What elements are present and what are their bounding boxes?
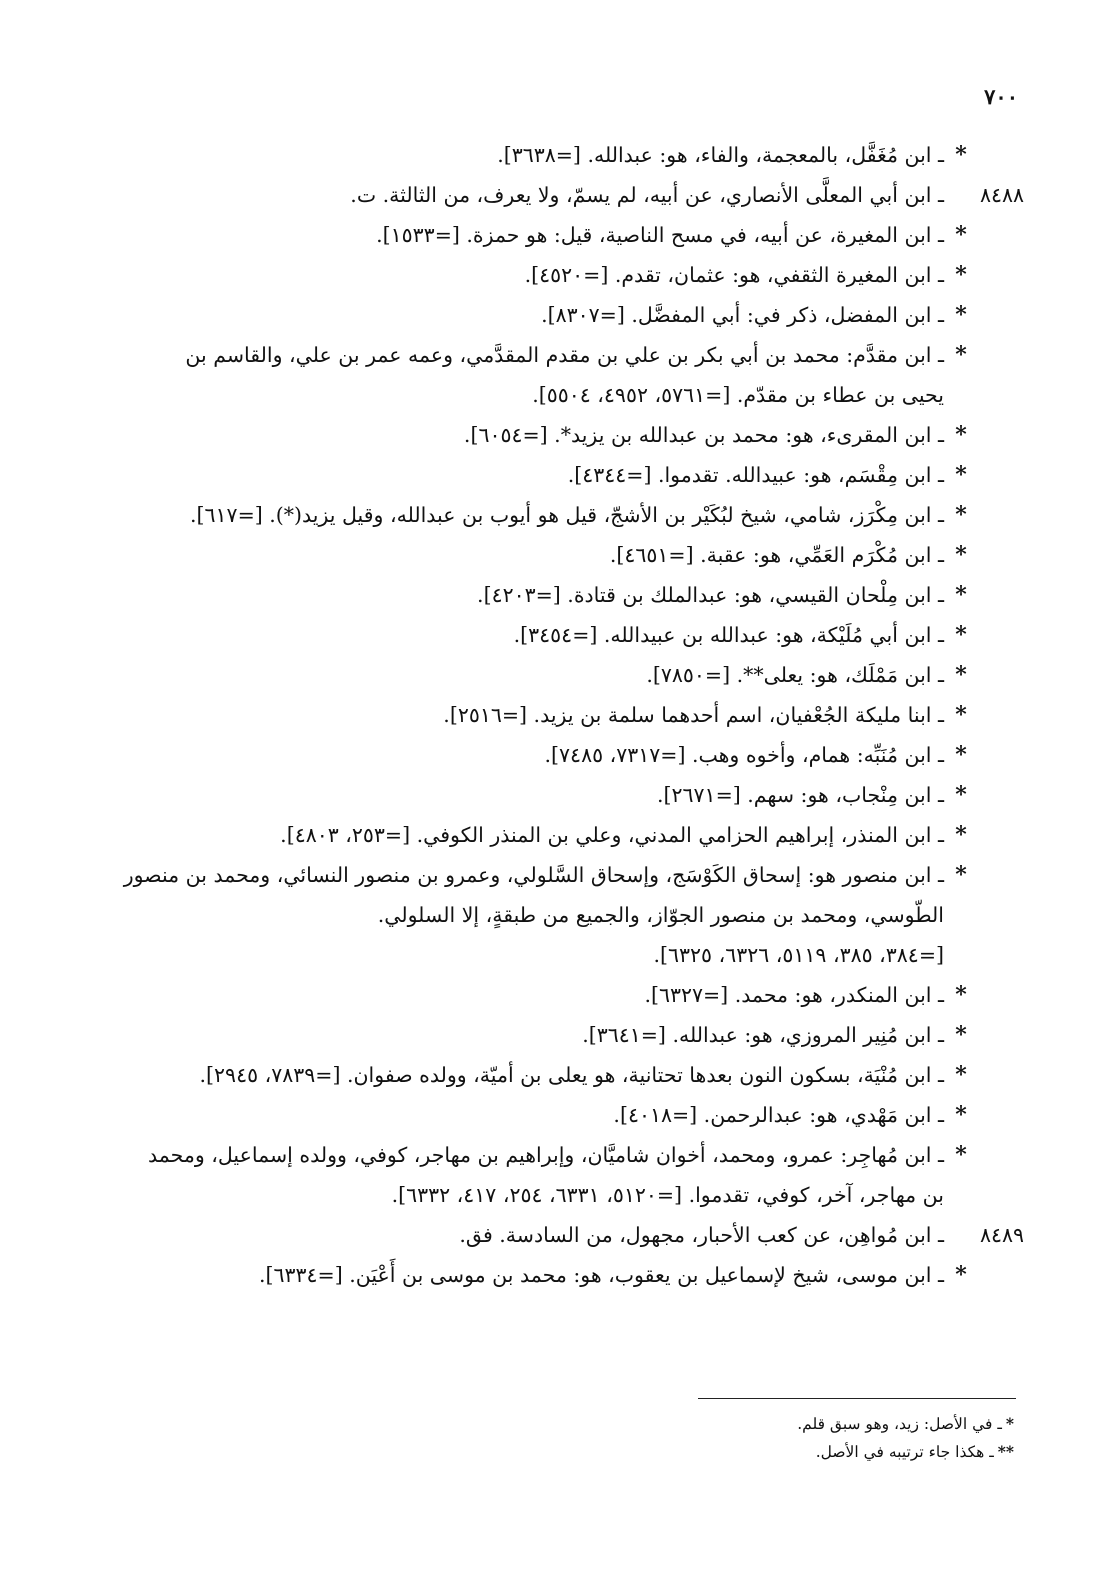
entry-line: بن مهاجر، آخر، كوفي، تقدموا. [=٥١٢٠، ٦٣٣١، ٢٥٤، ٤١٧، ٦٣٣٢].: [391, 1183, 944, 1207]
entry-line: ـ ابن منصور هو: إسحاق الكَوْسَج، وإسحاق السَّلولي، وعمرو بن منصور النسائي، ومحمد بن منصور: [123, 863, 944, 887]
entry-line: الطّوسي، ومحمد بن منصور الجوّاز، والجميع من طبقةٍ، إلا السلولي.: [377, 903, 944, 927]
entry-line: ـ ابن مُنِير المروزي، هو: عبدالله. [=٣٦٤١].: [582, 1023, 944, 1047]
entry-list: [79, 135, 1024, 1295]
footnote-text: ـ في الأصل: زيد، وهو سبق قلم.: [797, 1415, 1002, 1433]
entry-text: [79, 455, 1024, 495]
footnote-text: ـ هكذا جاء ترتيبه في الأصل.: [815, 1443, 994, 1461]
cross-reference-entry: [79, 775, 1024, 815]
entry-text: [79, 175, 1024, 215]
asterisk-marker: *: [955, 1102, 967, 1128]
entry-line: ـ ابن مقدَّم: محمد بن أبي بكر بن علي بن مقدم المقدَّمي، وعمه عمر بن علي، والقاسم بن: [185, 343, 944, 367]
footnote: [514, 1410, 1014, 1438]
entry-text: [79, 615, 1024, 655]
entry-line: ـ ابن مُكْرَم العَمِّي، هو: عقبة. [=٤٦٥١].: [609, 543, 944, 567]
entry-text: [79, 1055, 1024, 1095]
entry-text: [79, 735, 1024, 775]
footnote-list: [514, 1410, 1014, 1466]
entry-line: ـ ابن مُنَبِّه: همام، وأخوه وهب. [=٧٣١٧، ٧٤٨٥].: [544, 743, 944, 767]
entry-text: [79, 335, 1024, 415]
asterisk-marker: *: [955, 622, 967, 648]
entry-text: [79, 295, 1024, 335]
entry-text: [79, 575, 1024, 615]
entry-text: [79, 855, 1024, 975]
asterisk-marker: *: [955, 862, 967, 888]
asterisk-marker: *: [955, 1022, 967, 1048]
asterisk-marker: *: [955, 1062, 967, 1088]
entry-text: [79, 495, 1024, 535]
asterisk-marker: *: [955, 782, 967, 808]
asterisk-marker: *: [955, 422, 967, 448]
asterisk-marker: *: [955, 462, 967, 488]
entry-text: [79, 975, 1024, 1015]
asterisk-marker: *: [955, 982, 967, 1008]
footnote-marker: *: [1005, 1414, 1014, 1433]
asterisk-marker: *: [955, 502, 967, 528]
cross-reference-entry: [79, 135, 1024, 175]
entry-text: [79, 655, 1024, 695]
asterisk-marker: *: [955, 822, 967, 848]
cross-reference-entry: [79, 295, 1024, 335]
cross-reference-entry: [79, 975, 1024, 1015]
entry-line: ـ ابن مُهاجِر: عمرو، ومحمد، أخوان شاميَّان، وإبراهيم بن مهاجر، كوفي، وولده إسماعيل، ومحمد: [148, 1143, 944, 1167]
entry-line: ـ ابن المقرىء، هو: محمد بن عبدالله بن يزيد*. [=٦٠٥٤].: [463, 423, 944, 447]
entry-text: [79, 415, 1024, 455]
cross-reference-entry: [79, 575, 1024, 615]
entry-line: [=٣٨٤، ٣٨٥، ٥١١٩، ٦٣٢٦، ٦٣٢٥].: [653, 943, 944, 967]
entry-line: ـ ابن مِقْسَم، هو: عبيدالله. تقدموا. [=٤٣٤٤].: [567, 463, 944, 487]
entry-text: [79, 1215, 1024, 1255]
footnote: [514, 1438, 1014, 1466]
entry-line: ـ ابن مِلْحان القيسي، هو: عبدالملك بن قتادة. [=٤٢٠٣].: [477, 583, 944, 607]
footnote-divider: [698, 1398, 1016, 1399]
entry-line: ـ ابن أبي مُلَيْكة، هو: عبدالله بن عبيدالله. [=٣٤٥٤].: [513, 623, 944, 647]
entry-line: ـ ابن أبي المعلَّى الأنصاري، عن أبيه، لم يسمّ، ولا يعرف، من الثالثة. ت.: [350, 183, 944, 207]
entry-line: ـ ابن موسى، شيخ لإسماعيل بن يعقوب، هو: محمد بن موسى بن أَعْيَن. [=٦٣٣٤].: [258, 1263, 944, 1287]
asterisk-marker: *: [955, 582, 967, 608]
entry-text: [79, 135, 1024, 175]
entry-text: [79, 775, 1024, 815]
asterisk-marker: *: [955, 222, 967, 248]
asterisk-marker: *: [955, 1262, 967, 1288]
entry-text: [79, 255, 1024, 295]
cross-reference-entry: [79, 1055, 1024, 1095]
cross-reference-entry: [79, 415, 1024, 455]
cross-reference-entry: [79, 495, 1024, 535]
cross-reference-entry: [79, 455, 1024, 495]
cross-reference-entry: [79, 695, 1024, 735]
numbered-entry: [79, 175, 1024, 215]
cross-reference-entry: [79, 615, 1024, 655]
cross-reference-entry: [79, 735, 1024, 775]
asterisk-marker: *: [955, 342, 967, 368]
numbered-entry: [79, 1215, 1024, 1255]
cross-reference-entry: [79, 1255, 1024, 1295]
entry-text: [79, 1095, 1024, 1135]
cross-reference-entry: [79, 255, 1024, 295]
asterisk-marker: *: [955, 1142, 967, 1168]
cross-reference-entry: [79, 655, 1024, 695]
asterisk-marker: *: [955, 262, 967, 288]
cross-reference-entry: [79, 335, 1024, 415]
cross-reference-entry: [79, 1015, 1024, 1055]
entry-line: ـ ابن المغيرة الثقفي، هو: عثمان، تقدم. [=٤٥٢٠].: [524, 263, 944, 287]
entry-line: يحيى بن عطاء بن مقدّم. [=٥٧٦١، ٤٩٥٢، ٥٥٠٤].: [532, 383, 944, 407]
entry-line: ـ ابن المنذر، إبراهيم الحزامي المدني، وعلي بن المنذر الكوفي. [=٢٥٣، ٤٨٠٣].: [280, 823, 944, 847]
entry-line: ـ ابن مِنْجاب، هو: سهم. [=٢٦٧١].: [657, 783, 944, 807]
cross-reference-entry: [79, 1135, 1024, 1215]
entry-line: ـ ابنا مليكة الجُعْفيان، اسم أحدهما سلمة بن يزيد. [=٢٥١٦].: [443, 703, 944, 727]
entry-text: [79, 695, 1024, 735]
cross-reference-entry: [79, 535, 1024, 575]
entry-line: ـ ابن المنكدر، هو: محمد. [=٦٣٢٧].: [644, 983, 944, 1007]
entry-text: [79, 1015, 1024, 1055]
cross-reference-entry: [79, 1095, 1024, 1135]
entry-line: ـ ابن مَهْدي، هو: عبدالرحمن. [=٤٠١٨].: [613, 1103, 944, 1127]
entry-text: [79, 215, 1024, 255]
asterisk-marker: *: [955, 702, 967, 728]
entry-text: [79, 1135, 1024, 1215]
entry-text: [79, 815, 1024, 855]
entry-line: ـ ابن المفضل، ذكر في: أبي المفضَّل. [=٨٣٠٧].: [541, 303, 944, 327]
cross-reference-entry: [79, 815, 1024, 855]
entry-text: [79, 535, 1024, 575]
entry-line: ـ ابن مُنْيَة، بسكون النون بعدها تحتانية، هو يعلى بن أميّة، وولده صفوان. [=٧٨٣٩، ٢٩٤٥].: [199, 1063, 944, 1087]
entry-number: ٨٤٨٩: [979, 1223, 1024, 1247]
asterisk-marker: *: [955, 742, 967, 768]
entry-text: [79, 1255, 1024, 1295]
entry-number: ٨٤٨٨: [979, 183, 1024, 207]
asterisk-marker: *: [955, 542, 967, 568]
entry-line: ـ ابن المغيرة، عن أبيه، في مسح الناصية، قيل: هو حمزة. [=١٥٣٣].: [376, 223, 944, 247]
cross-reference-entry: [79, 855, 1024, 975]
entry-line: ـ ابن مَمْلَك، هو: يعلى**. [=٧٨٥٠].: [646, 663, 944, 687]
asterisk-marker: *: [955, 142, 967, 168]
asterisk-marker: *: [955, 302, 967, 328]
page-number: ٧٠٠: [984, 84, 1018, 109]
entry-line: ـ ابن مُواهِن، عن كعب الأحبار، مجهول، من السادسة. فق.: [459, 1223, 944, 1247]
entry-line: ـ ابن مُغَفَّل، بالمعجمة، والفاء، هو: عبدالله. [=٣٦٣٨].: [497, 143, 944, 167]
footnote-marker: **: [997, 1442, 1014, 1461]
cross-reference-entry: [79, 215, 1024, 255]
asterisk-marker: *: [955, 662, 967, 688]
entry-line: ـ ابن مِكْرَز، شامي، شيخ لبُكَيْر بن الأشجّ، قيل هو أيوب بن عبدالله، وقيل يزيد(*). [=٦١٧].: [190, 503, 944, 527]
